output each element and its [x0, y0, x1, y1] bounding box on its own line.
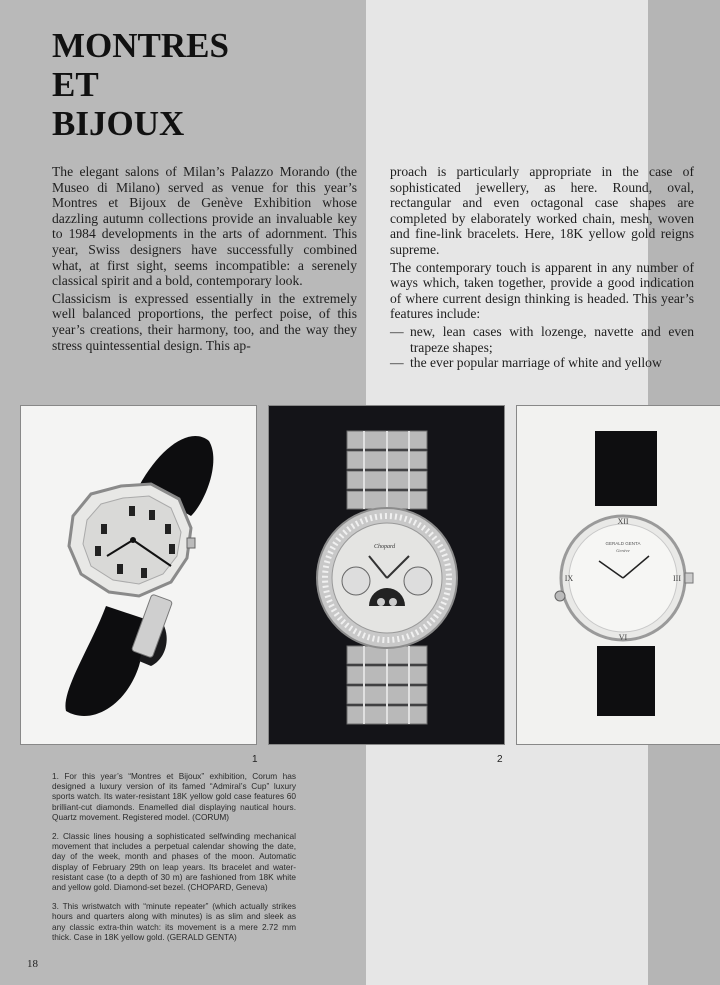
- body-column-right: [390, 164, 694, 371]
- body-paragraph: Classicism is expressed essentially in the extremely well balanced proportions, the perfect poise, of this year’s creations, their harmony, too, and the way they stress quintessential design. This ap-: [52, 290, 357, 353]
- features-list-text: new, lean cases with lozenge, navette and even trapeze shapes;: [410, 323, 694, 355]
- svg-text:VI: VI: [618, 633, 628, 642]
- page-number: 18: [27, 958, 38, 970]
- svg-text:III: III: [673, 574, 681, 583]
- dash-bullet: —: [390, 323, 404, 339]
- body-paragraph: The contemporary touch is apparent in any number of ways which, taken together, provide a good indication of where current design thinking is headed. This year’s features include:: [390, 259, 694, 322]
- chopard-dial-brand: Chopard: [374, 544, 396, 550]
- photo-corum-watch: [20, 405, 257, 745]
- photo-captions: [52, 771, 296, 951]
- body-paragraph: proach is particularly appropriate in the case of sophisticated jewellery, as here. Round, oval, rectangular and even octagonal case shapes are completed by elaborately worked chain, mesh, woven and fine-link bracelets. Here, 18K yellow gold reigns supreme.: [390, 164, 694, 257]
- title-line: BIJOUX: [52, 104, 185, 143]
- caption: 3. This wristwatch with “minute repeater” (which actually strikes hours and quarters along with minutes) is as slim and sleek as any classic extra-thin watch: its movement is a mere 2.72 mm thick. Case in 18K yellow gold. (GERALD GENTA): [52, 901, 296, 942]
- genta-dial-brand: GERALD GENTA: [605, 541, 641, 546]
- caption: 1. For this year’s “Montres et Bijoux” exhibition, Corum has designed a luxury version of its famed “Admiral’s Cup” luxury sports watch. Its water-resistant 18K yellow gold case features 60 brilliant-cut diamonds. Enamelled dial displaying nautical hours. Quartz movement. Registered model. (CORUM): [52, 771, 296, 822]
- caption: 2. Classic lines housing a sophisticated selfwinding mechanical movement that includes a perpetual calendar showing the date, day of the week, month and phases of the moon. Automatic display of February 29th on leap years. Its bracelet and water-resistant case (to a depth of 30 m) are fashioned from 18K white and yellow gold. Diamond-set bezel. (CHOPARD, Geneva): [52, 831, 296, 893]
- figure-number: 2: [497, 754, 503, 765]
- genta-dial-city: Genève: [616, 548, 630, 553]
- gerald-genta-watch-illustration: [517, 406, 720, 745]
- photo-gerald-genta-watch: [516, 405, 720, 745]
- photo-chopard-watch: [268, 405, 505, 745]
- title-line: MONTRES: [52, 26, 229, 65]
- features-list: [390, 324, 694, 371]
- corum-watch-illustration: [21, 406, 257, 745]
- dash-bullet: —: [390, 355, 404, 371]
- svg-text:IX: IX: [564, 574, 574, 583]
- features-list-item: [390, 324, 694, 355]
- features-list-text: the ever popular marriage of white and yellow: [410, 355, 662, 371]
- article-title: [52, 26, 229, 143]
- chopard-watch-illustration: [269, 406, 505, 745]
- body-column-left: [52, 164, 357, 355]
- features-list-item: [390, 355, 694, 371]
- body-paragraph: The elegant salons of Milan’s Palazzo Morando (the Museo di Milano) served as venue for this year’s Montres et Bijoux de Genève Exhibition whose dazzling autumn collections provide an invaluable key to 1984 developments in the arts of adornment. This year, Swiss designers have successfully combined what, at first sight, seems incompatible: a serenely classical spirit and a bold, contemporary look.: [52, 164, 357, 289]
- svg-text:XII: XII: [617, 517, 629, 526]
- figure-number: 1: [252, 754, 258, 765]
- title-line: ET: [52, 65, 99, 104]
